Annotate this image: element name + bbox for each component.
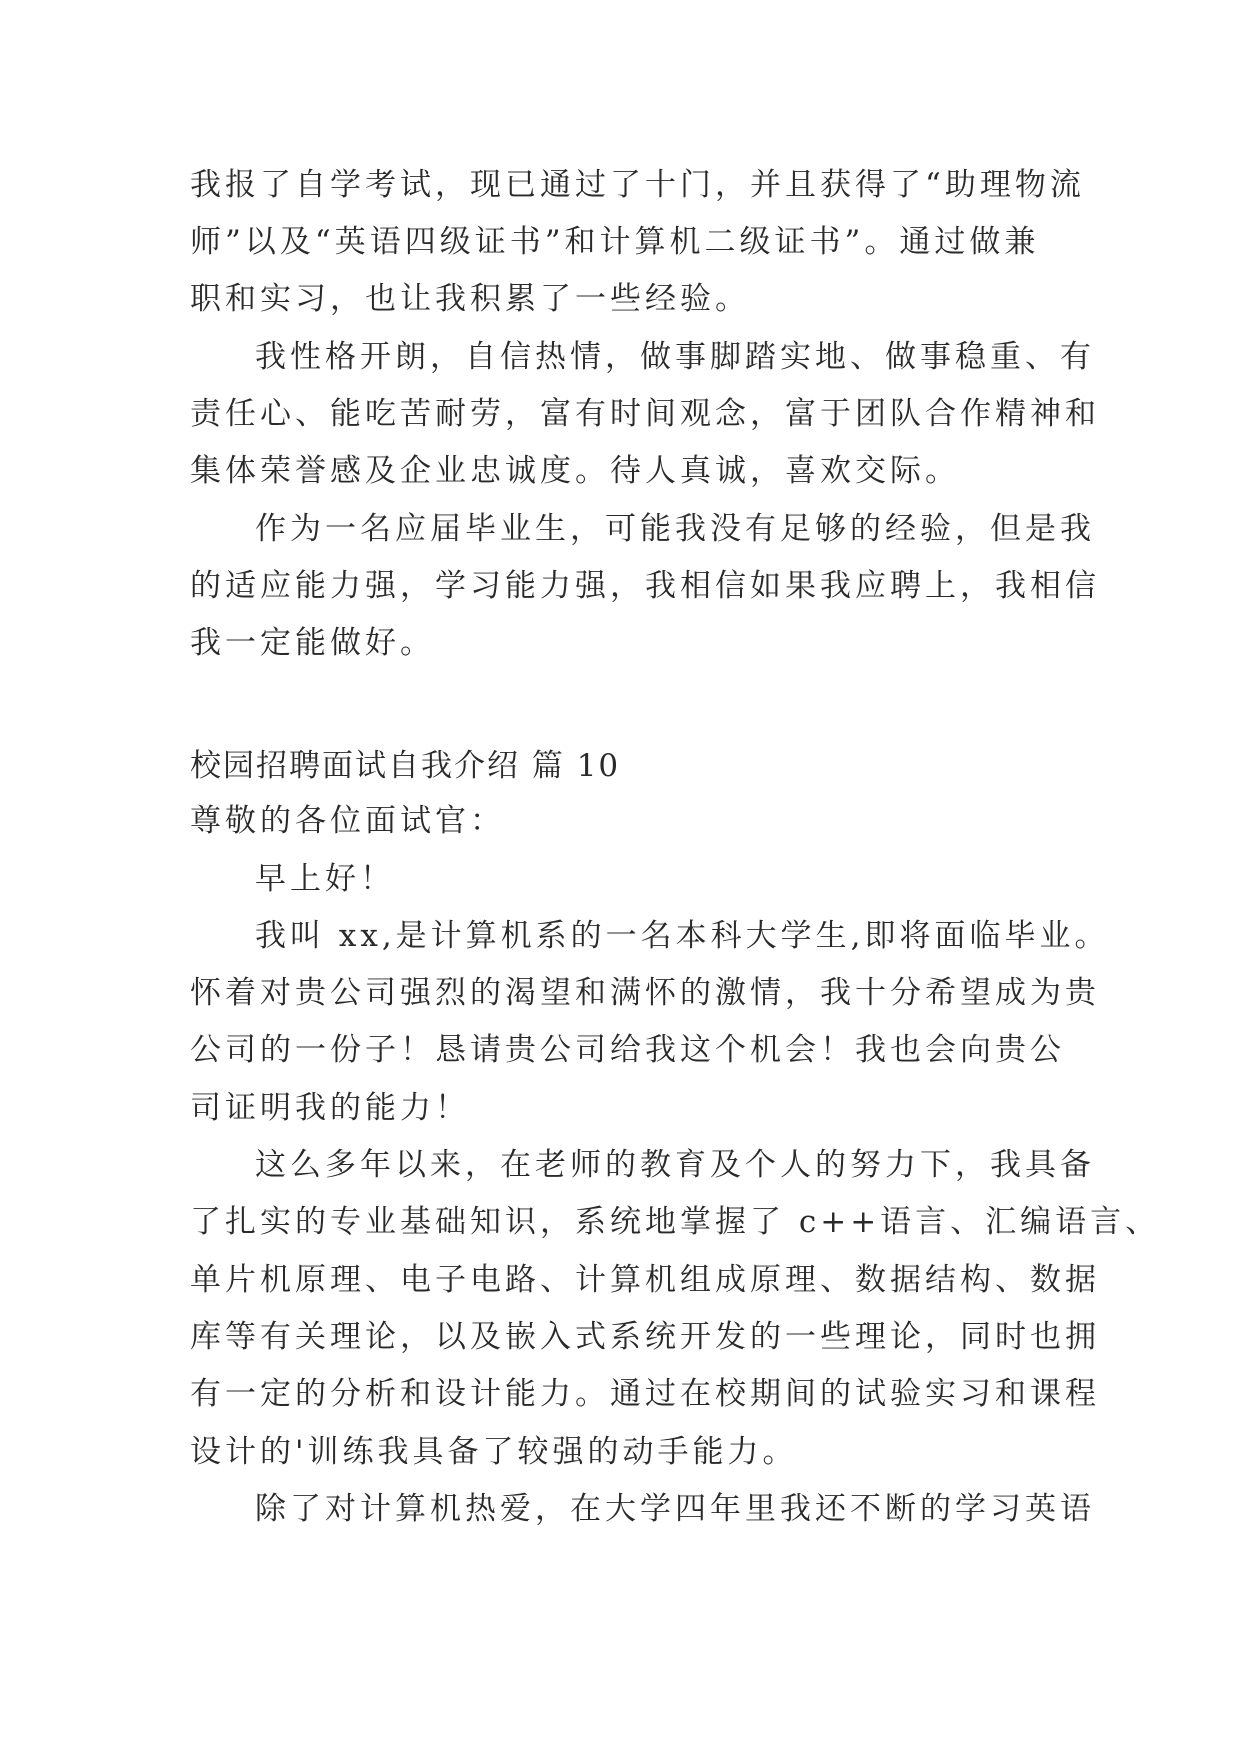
- greeting: 早上好！: [255, 861, 395, 897]
- text-line: 我报了自学考试，现已通过了十门，并且获得了“助理物流: [190, 167, 1085, 203]
- text-line: 除了对计算机热爱，在大学四年里我还不断的学习英语: [255, 1491, 1095, 1527]
- text-line: 作为一名应届毕业生，可能我没有足够的经验，但是我: [255, 511, 1095, 547]
- text-line: 有一定的分析和设计能力。通过在校期间的试验实习和课程: [190, 1376, 1100, 1412]
- text-line: 我一定能做好。: [190, 625, 435, 661]
- text-line: 库等有关理论，以及嵌入式系统开发的一些理论，同时也拥: [190, 1319, 1100, 1355]
- salutation: 尊敬的各位面试官：: [190, 803, 505, 839]
- section-heading: 校园招聘面试自我介绍 篇 10: [190, 748, 621, 784]
- text-line: 这么多年以来，在老师的教育及个人的努力下，我具备: [255, 1147, 1095, 1183]
- text-line: 的适应能力强，学习能力强，我相信如果我应聘上，我相信: [190, 568, 1100, 604]
- text-line: 责任心、能吃苦耐劳，富有时间观念，富于团队合作精神和: [190, 396, 1100, 432]
- text-line: 我性格开朗，自信热情，做事脚踏实地、做事稳重、有: [255, 339, 1095, 375]
- text-line: 公司的一份子！恳请贵公司给我这个机会！我也会向贵公: [190, 1032, 1065, 1068]
- text-line: 设计的'训练我具备了较强的动手能力。: [190, 1434, 798, 1470]
- text-line: 单片机原理、电子电路、计算机组成原理、数据结构、数据: [190, 1262, 1100, 1298]
- text-line: 师”以及“英语四级证书”和计算机二级证书”。通过做兼: [190, 224, 1040, 260]
- text-line: 司证明我的能力！: [190, 1090, 470, 1126]
- text-line: 了扎实的专业基础知识，系统地掌握了 c++语言、汇编语言、: [190, 1204, 1161, 1240]
- text-line: 职和实习，也让我积累了一些经验。: [190, 281, 750, 317]
- text-line: 我叫 xx,是计算机系的一名本科大学生,即将面临毕业。: [255, 918, 1110, 954]
- text-line: 怀着对贵公司强烈的渴望和满怀的激情，我十分希望成为贵: [190, 975, 1100, 1011]
- text-line: 集体荣誉感及企业忠诚度。待人真诚，喜欢交际。: [190, 453, 960, 489]
